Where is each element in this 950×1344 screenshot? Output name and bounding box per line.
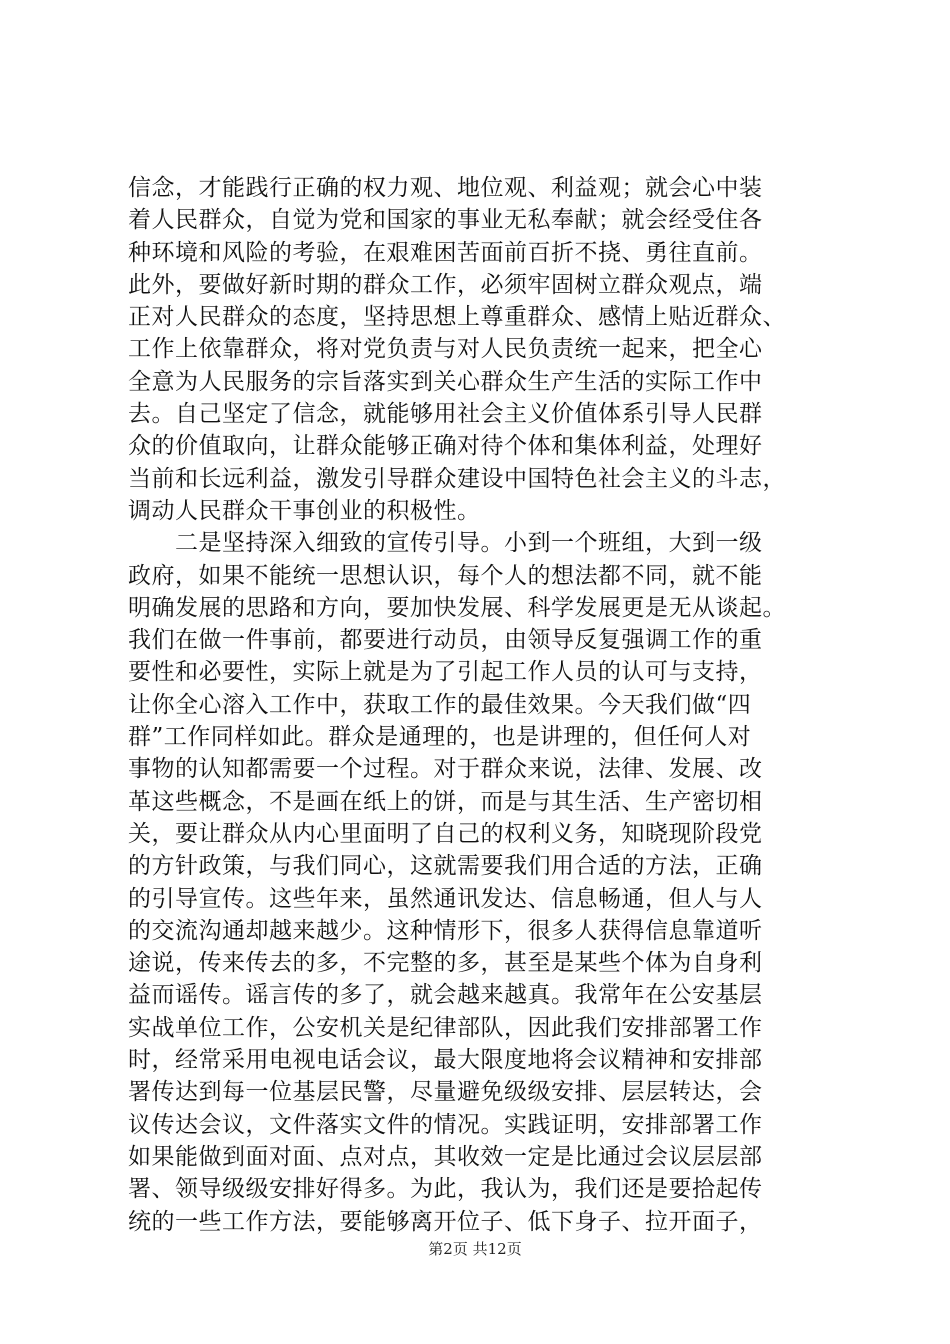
text-line: 种环境和风险的考验，在艰难困苦面前百折不挠、勇往直前。 [128,239,763,266]
text-line: 的引导宣传。这些年来，虽然通讯发达、信息畅通，但人与人 [128,885,763,912]
text-line: 如果能做到面对面、点对点，其收效一定是比通过会议层层部 [128,1143,763,1170]
text-line: 实战单位工作，公安机关是纪律部队，因此我们安排部署工作 [128,1014,763,1041]
text-line: 益而谣传。谣言传的多了，就会越来越真。我常年在公安基层 [128,982,763,1009]
text-line: 去。自己坚定了信念，就能够用社会主义价值体系引导人民群 [128,401,763,428]
text-line: 信念，才能践行正确的权力观、地位观、利益观；就会心中装 [128,175,763,201]
text-line: 要性和必要性，实际上就是为了引起工作人员的认可与支持， [128,659,763,686]
text-line: 此外，要做好新时期的群众工作，必须牢固树立群众观点，端 [128,271,763,298]
text-line: 当前和长远利益，激发引导群众建设中国特色社会主义的斗志， [128,465,786,492]
text-line: 二是坚持深入细致的宣传引导。小到一个班组，大到一级 [128,530,763,557]
text-line: 议传达会议，文件落实文件的情况。实践证明，安排部署工作 [128,1111,763,1138]
page-number: 第2页 共12页 [428,1240,522,1258]
text-line: 明确发展的思路和方向，要加快发展、科学发展更是无从谈起。 [128,594,786,621]
body-text [128,172,838,1238]
text-line: 着人民群众，自觉为党和国家的事业无私奉献；就会经受住各 [128,207,763,234]
text-line: 事物的认知都需要一个过程。对于群众来说，法律、发展、改 [128,756,763,783]
text-line: 的交流沟通却越来越少。这种情形下，很多人获得信息靠道听 [128,917,763,944]
text-line: 群”工作同样如此。群众是通理的，也是讲理的，但任何人对 [128,724,752,751]
text-line: 工作上依靠群众，将对党负责与对人民负责统一起来，把全心 [128,336,763,363]
text-line: 众的价值取向，让群众能够正确对待个体和集体利益，处理好 [128,433,763,460]
text-line: 署、领导级级安排好得多。为此，我认为，我们还是要拾起传 [128,1176,763,1203]
text-line: 我们在做一件事前，都要进行动员，由领导反复强调工作的重 [128,627,763,654]
text-line: 革这些概念，不是画在纸上的饼，而是与其生活、生产密切相 [128,788,763,815]
text-line: 全意为人民服务的宗旨落实到关心群众生产生活的实际工作中 [128,368,763,395]
text-line: 关，要让群众从内心里面明了自己的权利义务，知晓现阶段党 [128,820,763,847]
text-line: 政府，如果不能统一思想认识，每个人的想法都不同，就不能 [128,562,763,589]
text-line: 正对人民群众的态度，坚持思想上尊重群众、感情上贴近群众、 [128,304,786,331]
text-line: 让你全心溶入工作中，获取工作的最佳效果。今天我们做“四 [128,691,752,718]
text-line: 调动人民群众干事创业的积极性。 [128,497,481,524]
page-footer [0,1239,950,1259]
text-line: 的方针政策，与我们同心，这就需要我们用合适的方法，正确 [128,853,763,880]
text-line: 统的一些工作方法，要能够离开位子、低下身子、拉开面子， [128,1208,763,1235]
text-line: 途说，传来传去的多，不完整的多，甚至是某些个体为自身利 [128,950,763,977]
text-line: 署传达到每一位基层民警，尽量避免级级安排、层层转达，会 [128,1079,763,1106]
text-line: 时，经常采用电视电话会议，最大限度地将会议精神和安排部 [128,1047,763,1074]
